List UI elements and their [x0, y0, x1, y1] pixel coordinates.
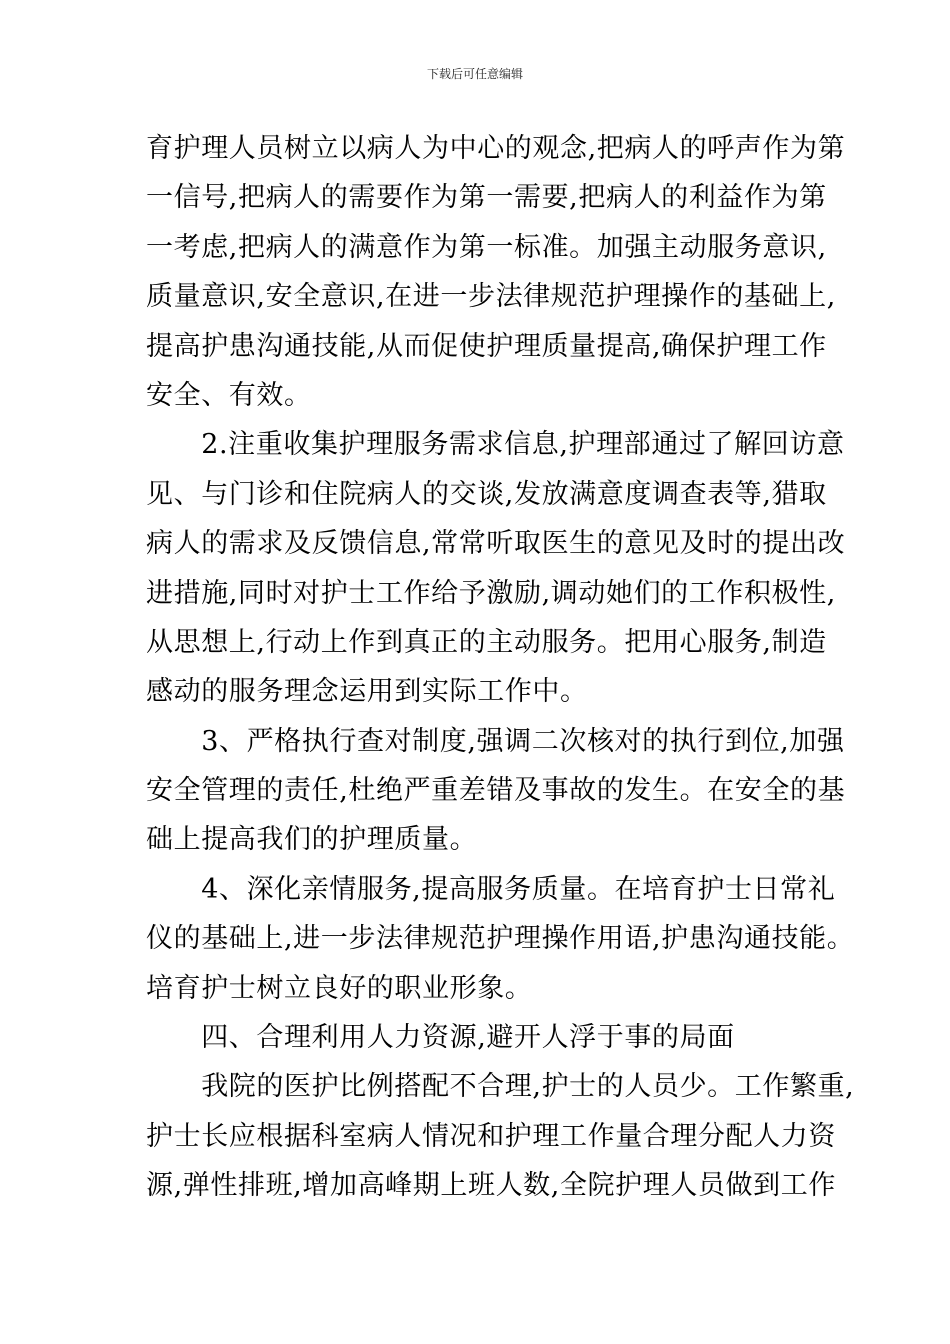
text-line: 质量意识,安全意识,在进一步法律规范护理操作的基础上,	[146, 281, 836, 313]
text-line: 见、与门诊和住院病人的交谈,发放满意度调查表等,猎取	[146, 478, 827, 510]
text-line: 我院的医护比例搭配不合理,护士的人员少。工作繁重,	[146, 1071, 855, 1103]
document-body	[146, 124, 855, 1211]
text-line: 础上提高我们的护理质量。	[146, 824, 478, 856]
text-line: 仪的基础上,进一步法律规范护理操作用语,护患沟通技能。	[146, 923, 855, 955]
text-line: 源,弹性排班,增加高峰期上班人数,全院护理人员做到工作	[146, 1170, 836, 1202]
text-line: 4、深化亲情服务,提高服务质量。在培育护士日常礼	[146, 873, 836, 905]
text-line: 培育护士树立良好的职业形象。	[146, 972, 533, 1004]
text-line: 从思想上,行动上作到真正的主动服务。把用心服务,制造	[146, 626, 827, 658]
text-line: 进措施,同时对护士工作给予激励,调动她们的工作积极性,	[146, 577, 836, 609]
text-line: 护士长应根据科室病人情况和护理工作量合理分配人力资	[146, 1120, 836, 1152]
page-header: 下载后可任意编辑	[426, 67, 523, 81]
text-line: 育护理人员树立以病人为中心的观念,把病人的呼声作为第	[146, 133, 846, 164]
text-line: 安全管理的责任,杜绝严重差错及事故的发生。在安全的基	[146, 775, 846, 807]
section-heading: 四、合理利用人力资源,避开人浮于事的局面	[146, 1022, 735, 1054]
text-line: 2.注重收集护理服务需求信息,护理部通过了解回访意	[146, 429, 845, 461]
text-line: 感动的服务理念运用到实际工作中。	[146, 676, 588, 708]
text-line: 提高护患沟通技能,从而促使护理质量提高,确保护理工作	[146, 330, 827, 362]
text-line: 一信号,把病人的需要作为第一需要,把病人的利益作为第	[146, 182, 827, 214]
text-line: 病人的需求及反馈信息,常常听取医生的意见及时的提出改	[146, 528, 846, 560]
text-line: 一考虑,把病人的满意作为第一标准。加强主动服务意识,	[146, 231, 827, 263]
text-line: 安全、有效。	[146, 379, 312, 411]
text-line: 3、严格执行查对制度,强调二次核对的执行到位,加强	[146, 725, 845, 757]
